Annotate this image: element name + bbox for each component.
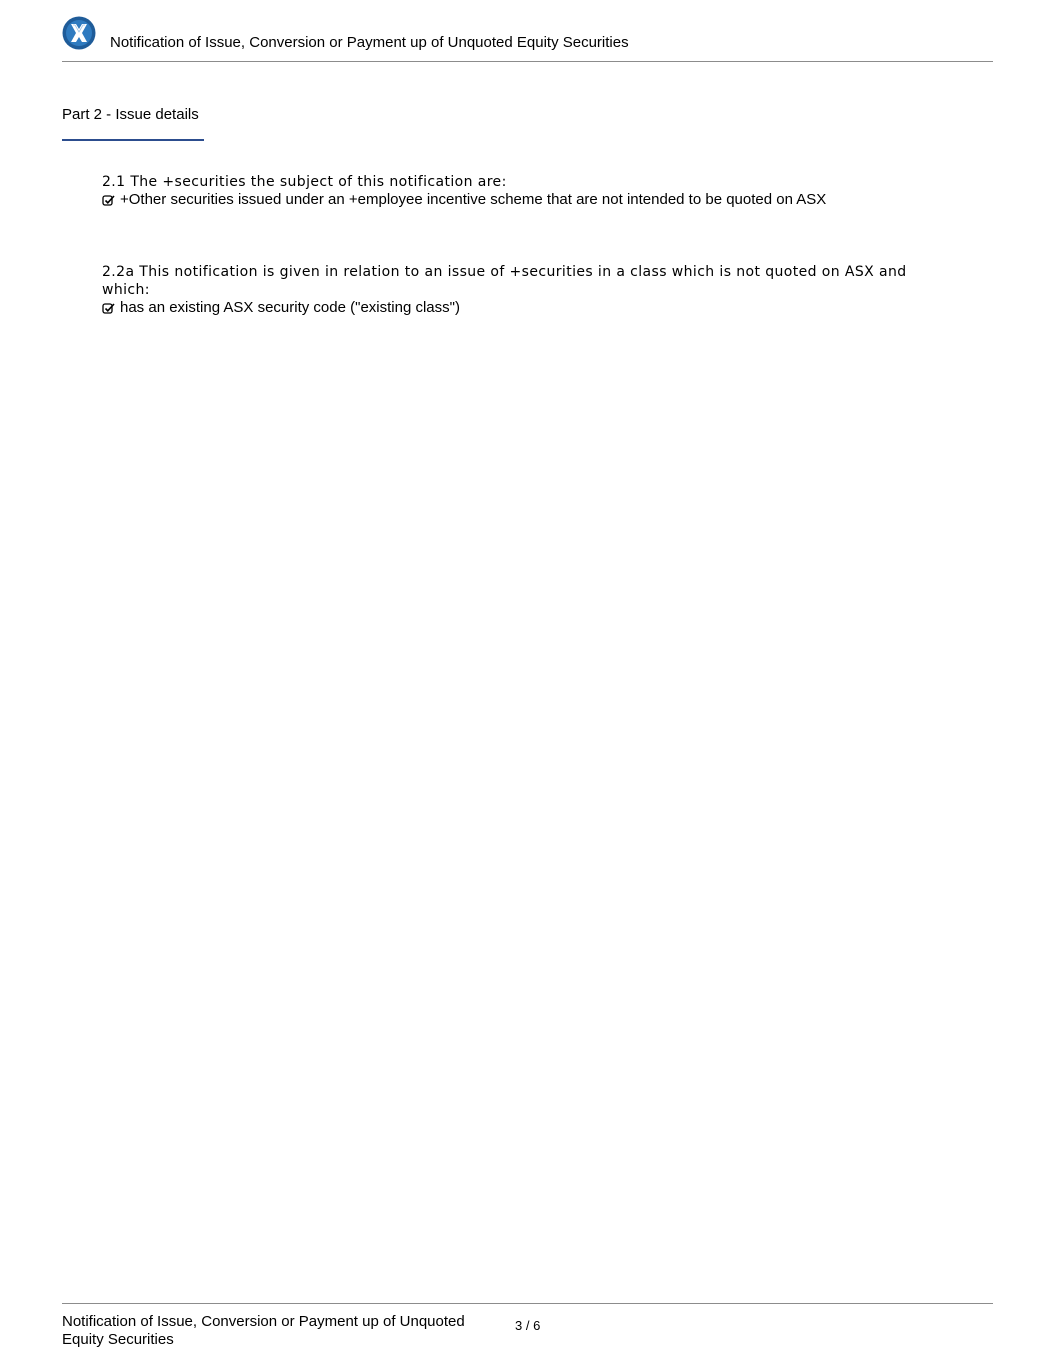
checkbox-checked-icon: [102, 302, 115, 315]
answer-text: has an existing ASX security code ("existing class"): [120, 299, 460, 316]
asx-logo-icon: [62, 16, 96, 50]
part-heading-underline: [62, 139, 204, 141]
answer-row: [102, 191, 922, 209]
page-header: [62, 14, 993, 62]
header-title: Notification of Issue, Conversion or Payment up of Unquoted Equity Securities: [110, 34, 629, 51]
answer-row: [102, 299, 922, 317]
footer-title: Notification of Issue, Conversion or Payment up of Unquoted Equity Securities: [62, 1313, 465, 1348]
question-label: 2.1 The +securities the subject of this notification are:: [102, 174, 507, 190]
part-heading: Part 2 - Issue details: [62, 106, 199, 123]
answer-text: +Other securities issued under an +employee incentive scheme that are not intended to be quoted on ASX: [120, 191, 827, 208]
question-2-1: [102, 173, 922, 209]
question-label: 2.2a This notification is given in relation to an issue of +securities in a class which is not quoted on ASX and which:: [102, 264, 907, 298]
checkbox-checked-icon: [102, 194, 115, 207]
page-number: 3 / 6: [515, 1318, 541, 1333]
page-footer: [62, 1303, 993, 1366]
question-2-2a: [102, 263, 922, 317]
